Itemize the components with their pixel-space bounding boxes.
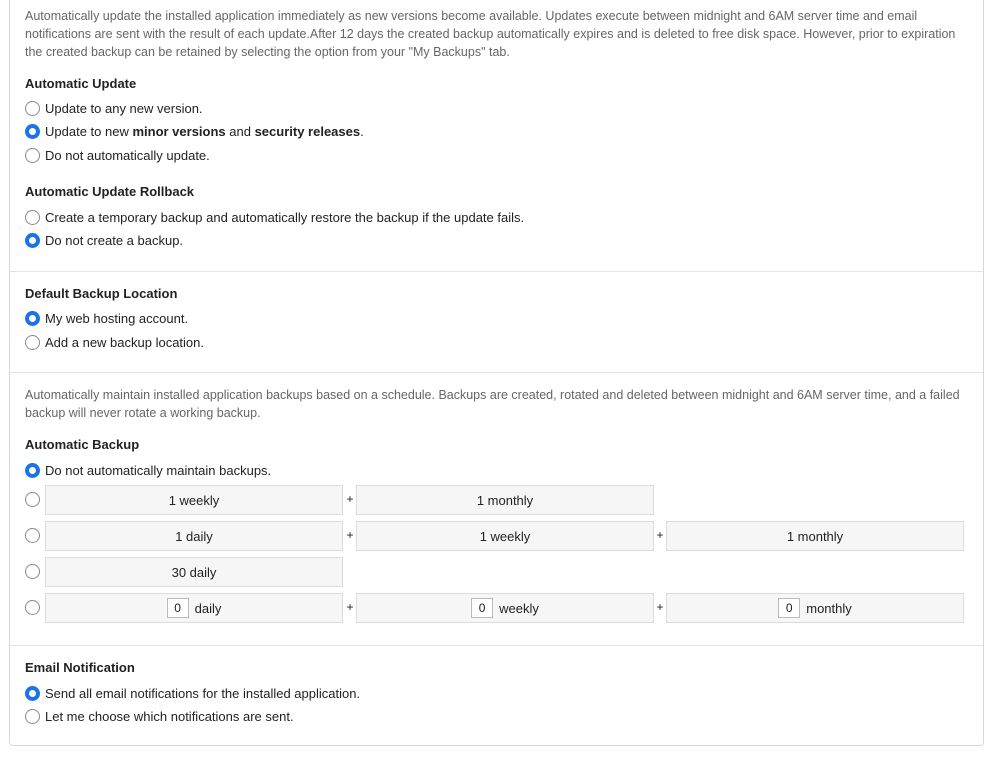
settings-panel [9, 0, 984, 746]
no-auto-backup-radio[interactable] [25, 463, 40, 478]
schedule-cell: 30 daily [45, 557, 343, 587]
section-divider [10, 372, 983, 373]
update-any-version-option[interactable] [25, 99, 203, 117]
backup-location-hosting-label: My web hosting account. [45, 310, 189, 326]
update-any-version-label: Update to any new version. [45, 100, 203, 116]
custom-daily-cell [45, 593, 343, 623]
no-auto-update-label: Do not automatically update. [45, 147, 210, 163]
backup-location-hosting-option[interactable] [25, 309, 188, 327]
rollback-create-radio[interactable] [25, 210, 40, 225]
update-any-version-radio[interactable] [25, 101, 40, 116]
weekly-count-input[interactable]: 0 [471, 598, 493, 618]
schedule-cell: 1 weekly [45, 485, 343, 515]
email-choose-radio[interactable] [25, 709, 40, 724]
email-all-radio[interactable] [25, 686, 40, 701]
email-choose-label: Let me choose which notifications are sent. [45, 708, 294, 724]
daily-count-input[interactable]: 0 [167, 598, 189, 618]
backup-schedule-radio-custom[interactable] [25, 600, 40, 615]
email-all-label: Send all email notifications for the installed application. [45, 685, 361, 701]
backup-schedule-radio-1[interactable] [25, 492, 40, 507]
backup-description: Automatically maintain installed application backups based on a schedule. Backups are created, rotated and deleted between midnight and 6AM server time, and a failed backup will never rotate a working backup. [25, 388, 960, 420]
no-auto-update-radio[interactable] [25, 148, 40, 163]
rollback-none-label: Do not create a backup. [45, 232, 184, 248]
automatic-update-heading: Automatic Update [25, 76, 137, 91]
rollback-create-label: Create a temporary backup and automatically restore the backup if the update fails. [45, 209, 525, 225]
backup-location-heading: Default Backup Location [25, 286, 178, 301]
email-notification-heading: Email Notification [25, 660, 135, 675]
rollback-none-option[interactable] [25, 231, 183, 249]
update-minor-option[interactable] [25, 122, 364, 140]
rollback-create-option[interactable] [25, 208, 524, 226]
update-minor-radio[interactable] [25, 124, 40, 139]
update-description: Automatically update the installed application immediately as new versions become available. Updates execute between midnight and 6AM server time and email notifications are sent with the result of each update.After 12 days the created backup automatically expires and is deleted to free disk space. However, prior to expiration the created backup can be retained by selecting the option from your "My Backups" tab. [25, 9, 956, 59]
backup-schedule-radio-2[interactable] [25, 528, 40, 543]
no-auto-backup-option[interactable] [25, 461, 271, 479]
monthly-label: monthly [806, 600, 852, 616]
rollback-heading: Automatic Update Rollback [25, 184, 195, 199]
no-auto-update-option[interactable] [25, 146, 210, 164]
plus-sign: + [656, 528, 664, 542]
section-divider [10, 271, 983, 272]
backup-schedule-radio-3[interactable] [25, 564, 40, 579]
rollback-none-radio[interactable] [25, 233, 40, 248]
schedule-cell: 1 monthly [666, 521, 964, 551]
custom-monthly-cell [666, 593, 964, 623]
no-auto-backup-label: Do not automatically maintain backups. [45, 462, 272, 478]
schedule-cell: 1 monthly [356, 485, 654, 515]
monthly-count-input[interactable]: 0 [778, 598, 800, 618]
plus-sign: + [346, 492, 354, 506]
schedule-cell: 1 daily [45, 521, 343, 551]
section-divider [10, 645, 983, 646]
email-choose-option[interactable] [25, 707, 294, 725]
backup-location-new-radio[interactable] [25, 335, 40, 350]
weekly-label: weekly [499, 600, 539, 616]
automatic-backup-heading: Automatic Backup [25, 437, 140, 452]
backup-location-new-label: Add a new backup location. [45, 334, 204, 350]
custom-weekly-cell [356, 593, 654, 623]
plus-sign: + [346, 600, 354, 614]
update-minor-label: Update to new minor versions and security releases. [45, 123, 364, 139]
plus-sign: + [346, 528, 354, 542]
backup-location-new-option[interactable] [25, 333, 204, 351]
backup-location-hosting-radio[interactable] [25, 311, 40, 326]
schedule-cell: 1 weekly [356, 521, 654, 551]
email-all-option[interactable] [25, 684, 360, 702]
daily-label: daily [194, 600, 222, 616]
plus-sign: + [656, 600, 664, 614]
